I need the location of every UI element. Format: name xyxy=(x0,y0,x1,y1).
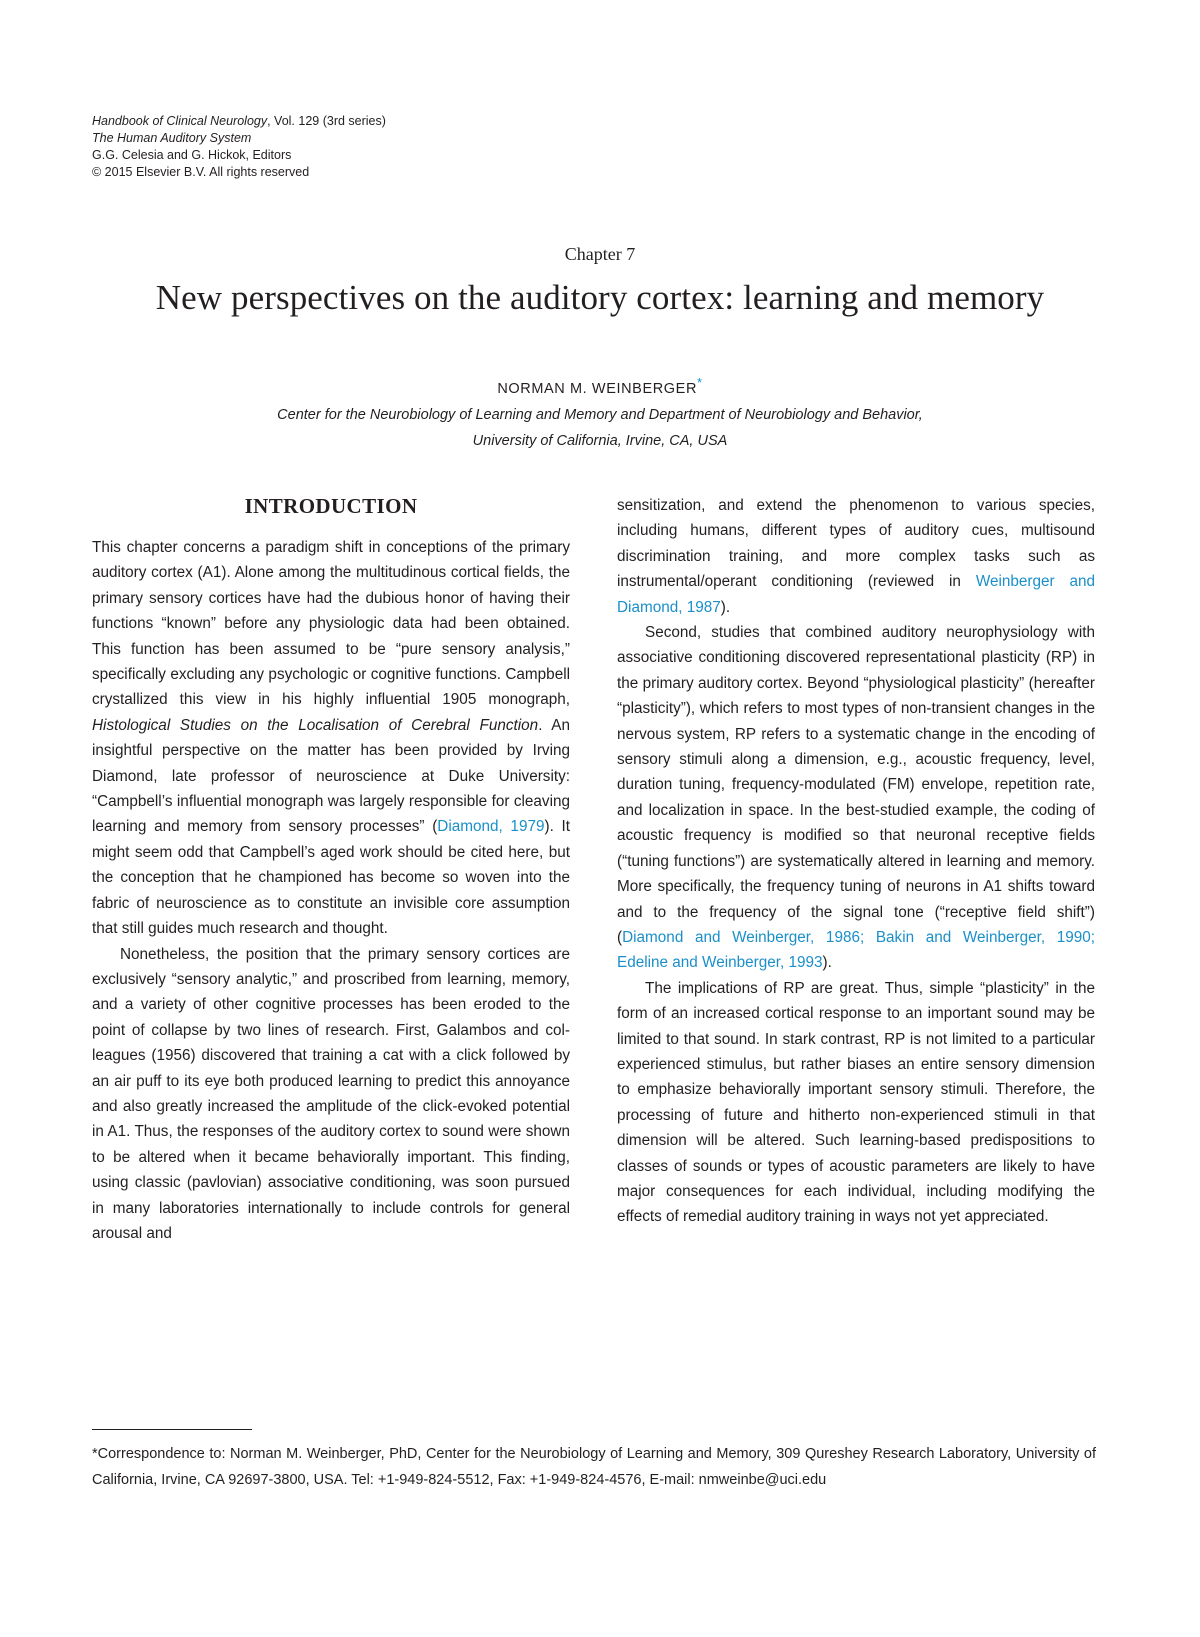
reference-link[interactable]: Diamond and Weinberger, 1986; Bakin and Weinberger, 1990; Edeline and Weinberger, 1993 xyxy=(617,928,1095,972)
section-heading: INTRODUCTION xyxy=(244,494,418,518)
paragraph-text: . An insightful perspective on the matter has been provided by Irving Diamond, late professor of neuroscience at Duke University: “Campbell’s influential monograph was largely responsible for cleaving learning and memory from sensory processes” ( xyxy=(92,716,570,836)
affiliation xyxy=(0,402,1200,454)
paragraph-text: This chapter concerns a paradigm shift in conceptions of the primary auditory cortex (A1). Alone among the multitudinous cortical fields, the primary sensory cortices have had the dubious honor of having their functions “known” before any physiologic data had been obtained. This function has been assumed to be “pure sensory analysis,” specifically excluding any psychologic or cognitive functions. Campbell crystallized this view in his highly influential 1905 monograph, xyxy=(92,539,570,709)
paragraph-3 xyxy=(617,620,1095,976)
book-volume: , Vol. 129 (3rd series) xyxy=(267,114,386,128)
paragraph-text: Second, studies that combined auditory neurophysiology with associative conditioning discovered representational plasticity (RP) in the primary auditory cortex. Beyond “physiological plasticity” (hereafter “plasticity”), which refers to most types of non-transient changes in the nervous system, RP refers to a systematic change in the encoding of sensory stimuli along a dimension, e.g., acoustic frequency, level, duration tuning, frequency-modulated (FM) envelope, repetition rate, and localization in space. In the best-studied example, the coding of acoustic frequency is modified so that neuronal receptive fields (“tuning functions”) are systematically altered in learning and memory. More specifically, the frequency tuning of neurons in A1 shifts toward and to the frequency of the signal tone (“receptive field shift”) ( xyxy=(617,624,1095,946)
paragraph-2: Nonetheless, the position that the primary sensory cortices are exclusively “sensory analytic,” and proscribed from learning, memory, and a variety of other cognitive processes has been eroded to the point of collapse by two lines of research. First, Galambos and colleagues (1956) discovered that training a cat with a click followed by an air puff to its eye both produced learning to predict this annoyance and also greatly increased the amplitude of the click-evoked potential in A1. Thus, the responses of the auditory cortex to sound were shown to be altered when it became behaviorally important. This finding, using classic (pavlovian) associative conditioning, was soon pursued in many laboratories internationally to include controls for general arousal and xyxy=(92,945,570,1242)
left-column xyxy=(92,493,570,1246)
book-title: Handbook of Clinical Neurology xyxy=(92,114,268,128)
paragraph-text: sensitization, and extend the phenomenon to various species, including humans, different types of auditory cues, multisound discrimination training, and more complex tasks such as instrumental/operant conditioning (reviewed in xyxy=(617,497,1095,591)
author-name: NORMAN M. WEINBERGER xyxy=(497,380,698,397)
paragraph-1 xyxy=(92,535,570,942)
correspondence-footnote: *Correspondence to: Norman M. Weinberger, PhD, Center for the Neurobiology of Learning and Memory, 309 Qureshey Research Laboratory, University of California, Irvine, CA 92697-3800, USA. Tel: +1-949-824-5512, Fax: +1-949-824-4576, E-mail: nmweinbe@uci.edu xyxy=(92,1446,1096,1488)
correspondence-mark[interactable]: * xyxy=(697,375,703,390)
affiliation-line-2: University of California, Irvine, CA, USA xyxy=(472,433,728,449)
masthead xyxy=(92,113,386,181)
paragraph-4: The implications of RP are great. Thus, simple “plasticity” in the form of an increased cortical response to an important sound may be limited to that sound. In stark contrast, RP is not limited to a particular experienced stimulus, but rather biases an entire sensory dimension to emphasize behaviorally important sensory stimuli. Therefore, the processing of future and hitherto non-experienced stimuli in that dimension will be altered. Such learning-based predispositions to classes of sounds or types of acoustic parameters are likely to have major consequences for each individual, including modifying the effects of remedial auditory training in ways not yet appreciated. xyxy=(617,979,1095,1226)
masthead-book-line xyxy=(92,113,386,130)
affiliation-line-1: Center for the Neurobiology of Learning and Memory and Department of Neurobiology and Behavior, xyxy=(277,407,923,423)
paragraph-text: ). xyxy=(720,598,731,616)
reference-link[interactable]: Diamond, 1979 xyxy=(437,818,545,836)
article-title: New perspectives on the auditory cortex: learning and memory xyxy=(155,278,1045,317)
paragraph-continued xyxy=(617,493,1095,620)
chapter-label: Chapter 7 xyxy=(564,244,636,264)
paragraph-text: ). xyxy=(822,954,832,972)
editors: G.G. Celesia and G. Hickok, Editors xyxy=(92,148,292,162)
footnote-divider xyxy=(92,1429,252,1430)
book-citation: Histological Studies on the Localisation of Cerebral Function xyxy=(92,716,539,734)
volume-title: The Human Auditory System xyxy=(92,131,252,145)
paragraph-text: ). It might seem odd that Campbell’s aged work should be cited here, but the conception that he championed has become so woven into the fabric of neuroscience as to constitute an invisible core assumption that still guides much research and thought. xyxy=(92,818,570,938)
reference-link[interactable]: Weinberger and Diamond, 1987 xyxy=(617,573,1095,616)
right-column xyxy=(617,493,1095,1230)
author-line xyxy=(0,375,1200,397)
copyright: © 2015 Elsevier B.V. All rights reserved xyxy=(92,165,310,179)
